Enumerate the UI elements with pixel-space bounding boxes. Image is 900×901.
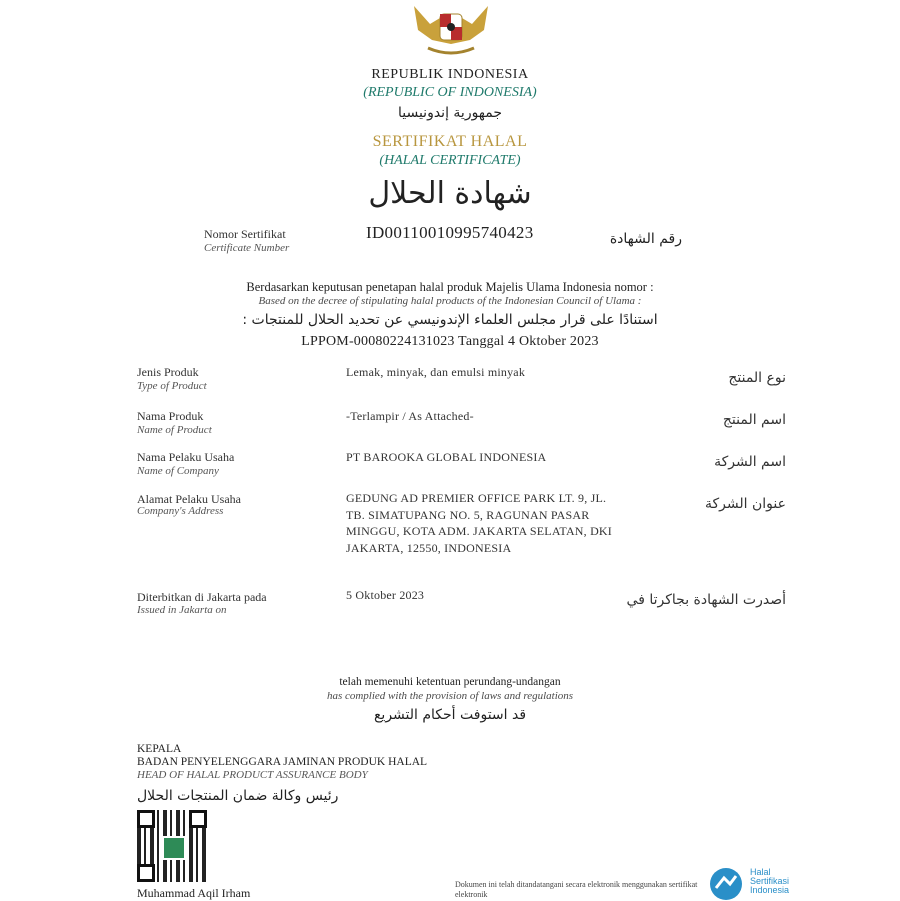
product-type-label-en: Type of Product [137, 380, 207, 392]
country-name: REPUBLIK INDONESIA [371, 67, 529, 82]
logo-text-1: Halal [750, 867, 771, 877]
compliance-text-en: has complied with the provision of laws and regulations [326, 690, 574, 702]
company-label-ar: اسم الشركة [714, 454, 786, 470]
product-type-value: Lemak, minyak, dan emulsi minyak [346, 365, 526, 379]
certificate-number-label: Nomor Sertifikat [204, 227, 286, 241]
country-name-ar: جمهورية إندونيسيا [397, 105, 503, 121]
halal-logo-icon [162, 836, 186, 860]
company-value: PT BAROOKA GLOBAL INDONESIA [346, 450, 547, 464]
halal-logo-text [750, 868, 789, 895]
electronic-signature-note: Dokumen ini telah ditandatangani secara elektronik menggunakan sertifikat elektronik [455, 880, 698, 899]
product-name-label-en: Name of Product [137, 424, 212, 436]
compliance-text-ar: قد استوفت أحكام التشريع [373, 707, 527, 723]
issued-label-en: Issued in Jakarta on [137, 604, 227, 616]
company-label-en: Name of Company [137, 465, 219, 477]
qr-code [137, 810, 207, 882]
product-type-label: Jenis Produk [137, 365, 199, 379]
signatory-title-ar: رئيس وكالة ضمان المنتجات الحلال [137, 788, 339, 804]
basis-text-en: Based on the decree of stipulating halal products of the Indonesian Council of Ulama : [258, 295, 642, 307]
address-label-en: Company's Address [137, 505, 224, 517]
address-value [346, 490, 612, 556]
certificate-title-en: (HALAL CERTIFICATE) [379, 153, 521, 168]
signatory-title-1: KEPALA [137, 743, 182, 755]
halal-certification-logo-icon [708, 866, 744, 900]
address-label-ar: عنوان الشركة [705, 496, 786, 512]
issued-label-ar: أصدرت الشهادة بجاكرتا في [626, 592, 786, 608]
basis-text-ar: استنادًا على قرار مجلس العلماء الإندونيسي عن تحديد الحلال للمنتجات : [242, 312, 658, 328]
product-name-value: -Terlampir / As Attached- [346, 409, 474, 423]
certificate-number-label-en: Certificate Number [204, 242, 290, 254]
country-name-en: (REPUBLIC OF INDONESIA) [363, 85, 537, 100]
certificate-number: ID00110010995740423 [366, 223, 534, 242]
product-name-label: Nama Produk [137, 409, 204, 423]
certificate-number-label-ar: رقم الشهادة [609, 231, 682, 247]
address-line-4: JAKARTA, 12550, INDONESIA [346, 540, 512, 555]
compliance-text: telah memenuhi ketentuan perundang-undangan [339, 676, 561, 688]
product-type-label-ar: نوع المنتج [728, 370, 786, 386]
address-label: Alamat Pelaku Usaha [137, 492, 241, 506]
address-line-3: MINGGU, KOTA ADM. JAKARTA SELATAN, DKI [346, 524, 612, 538]
certificate-title-ar: شهادة الحلال [368, 176, 532, 211]
issued-date: 5 Oktober 2023 [346, 588, 425, 602]
signatory-title-2: BADAN PENYELENGGARA JAMINAN PRODUK HALAL [137, 756, 428, 768]
basis-text: Berdasarkan keputusan penetapan halal produk Majelis Ulama Indonesia nomor : [246, 280, 654, 294]
address-line-2: TB. SIMATUPANG NO. 5, RAGUNAN PASAR [346, 507, 590, 522]
signatory-name: Muhammad Aqil Irham [137, 886, 251, 900]
logo-text-3: Indonesia [750, 885, 790, 895]
signatory-title-en: HEAD OF HALAL PRODUCT ASSURANCE BODY [137, 769, 368, 781]
decree-number: LPPOM-00080224131023 Tanggal 4 Oktober 2023 [301, 334, 599, 349]
logo-text-2: Sertifikasi [750, 876, 790, 886]
issued-label: Diterbitkan di Jakarta pada [137, 590, 267, 604]
garuda-emblem [410, 0, 492, 58]
product-name-label-ar: اسم المنتج [722, 412, 786, 428]
certificate-title: SERTIFIKAT HALAL [372, 133, 528, 150]
company-label: Nama Pelaku Usaha [137, 450, 235, 464]
address-line-1: GEDUNG AD PREMIER OFFICE PARK LT. 9, JL. [346, 491, 607, 505]
